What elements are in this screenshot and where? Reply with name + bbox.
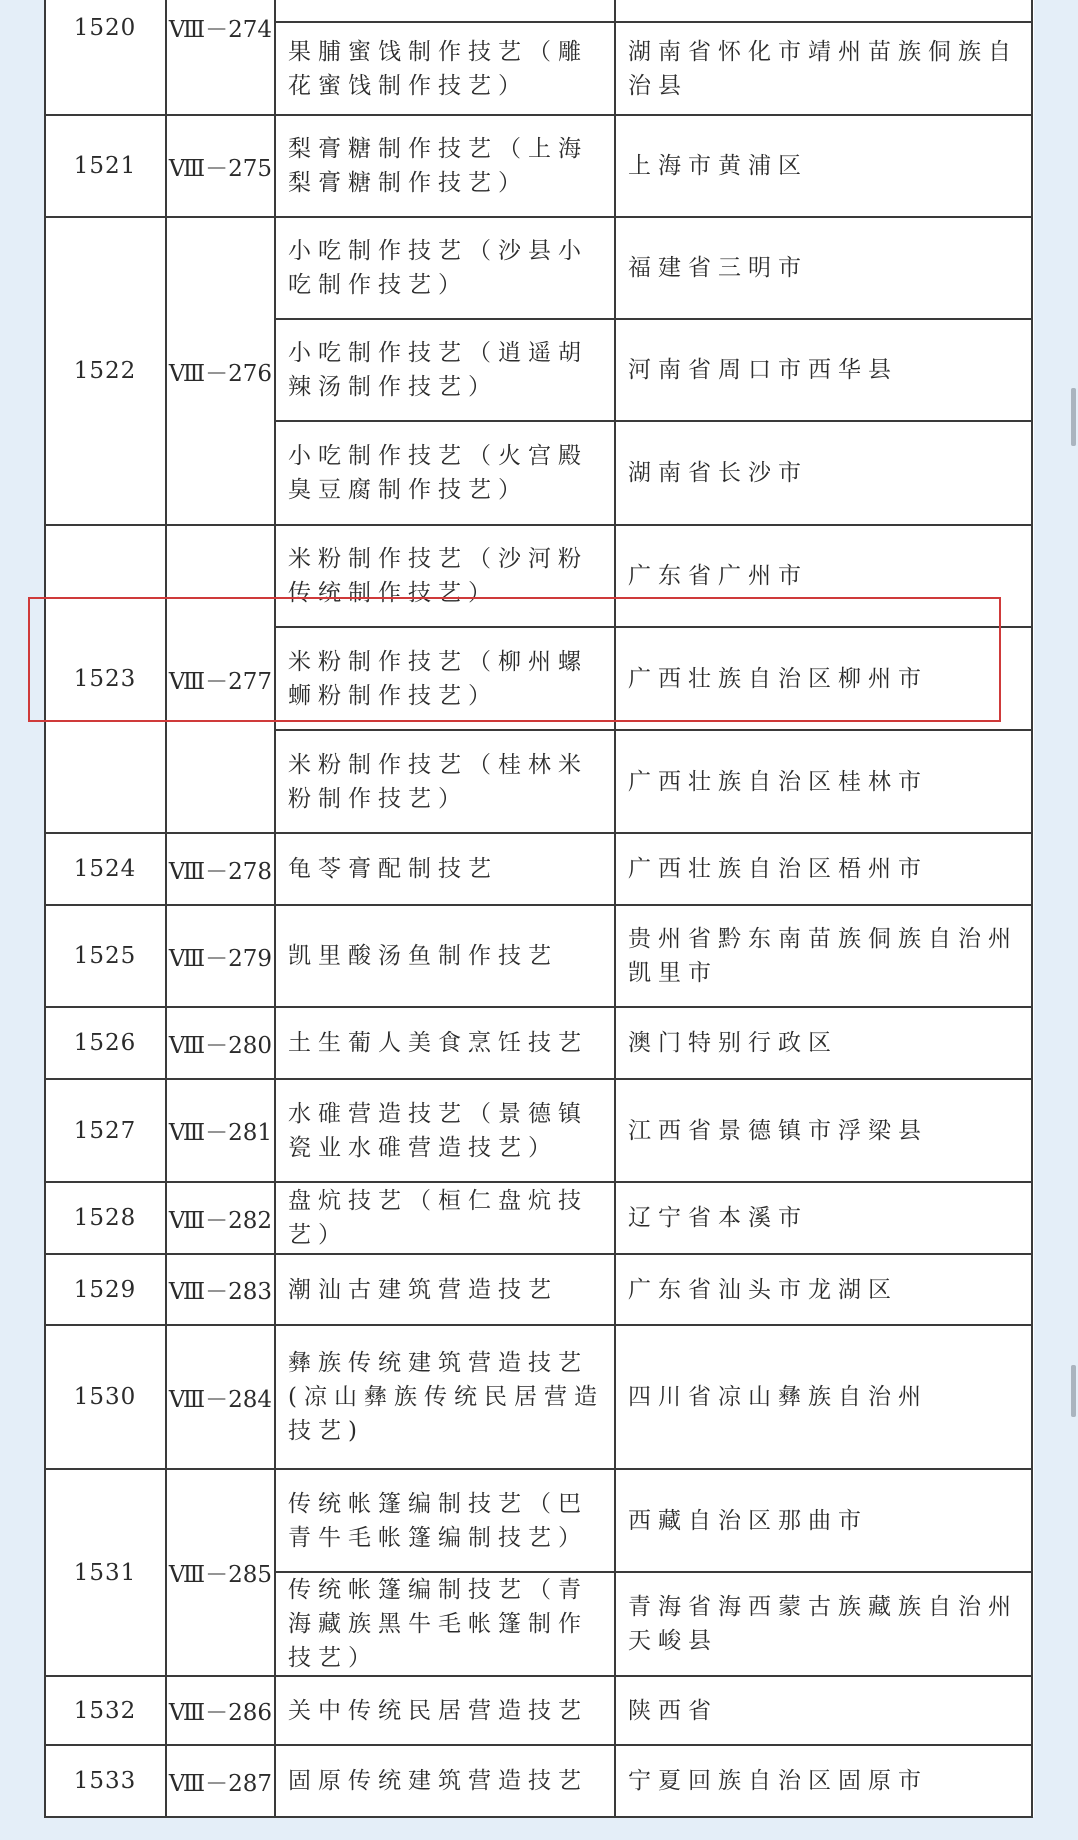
project-name-cell: 果脯蜜饯制作技艺（雕花蜜饯制作技艺） xyxy=(288,38,588,99)
project-name-cell: 固原传统建筑营造技艺 xyxy=(288,1768,588,1794)
region-cell: 河南省周口市西华县 xyxy=(628,357,898,383)
row-code: Ⅷ－284 xyxy=(168,1386,273,1413)
scrollbar-mark-bottom[interactable] xyxy=(1071,1365,1076,1417)
row-number: 1531 xyxy=(73,1559,137,1586)
region-cell: 广西壮族自治区柳州市 xyxy=(628,665,928,692)
project-name-cell: 米粉制作技艺（桂林米粉制作技艺） xyxy=(288,751,588,812)
project-name-cell: 彝族传统建筑营造技艺(凉山彝族传统民居营造技艺) xyxy=(288,1350,604,1444)
project-name-cell: 米粉制作技艺（柳州螺蛳粉制作技艺） xyxy=(288,648,588,709)
heritage-list-table xyxy=(44,0,1034,1817)
region-cell: 贵州省黔东南苗族侗族自治州凯里市 xyxy=(628,926,1018,986)
region-cell: 宁夏回族自治区固原市 xyxy=(628,1768,928,1794)
row-number: 1522 xyxy=(73,358,137,384)
row-number: 1528 xyxy=(73,1205,137,1231)
row-number: 1523 xyxy=(73,666,137,692)
row-code: Ⅷ－276 xyxy=(168,360,273,387)
region-cell: 四川省凉山彝族自治州 xyxy=(628,1384,928,1410)
region-cell: 广西壮族自治区桂林市 xyxy=(628,768,928,795)
row-code: Ⅷ－286 xyxy=(168,1700,273,1726)
row-number: 1525 xyxy=(73,943,137,969)
project-name-cell: 小吃制作技艺（火宫殿臭豆腐制作技艺） xyxy=(288,443,588,503)
project-name-cell: 关中传统民居营造技艺 xyxy=(288,1697,588,1724)
region-cell: 广西壮族自治区梧州市 xyxy=(628,856,928,882)
row-code: Ⅷ－274 xyxy=(168,17,273,43)
row-code: Ⅷ－282 xyxy=(168,1207,273,1234)
row-code: Ⅷ－275 xyxy=(168,155,273,182)
region-cell: 江西省景德镇市浮梁县 xyxy=(628,1117,928,1144)
region-cell: 广东省广州市 xyxy=(628,563,808,589)
project-name-cell: 盘炕技艺（桓仁盘炕技艺） xyxy=(288,1188,588,1248)
row-code: Ⅷ－278 xyxy=(168,858,273,885)
row-number: 1526 xyxy=(73,1030,137,1056)
project-name-cell: 潮汕古建筑营造技艺 xyxy=(288,1276,558,1303)
region-cell xyxy=(615,0,1032,22)
project-name-cell: 凯里酸汤鱼制作技艺 xyxy=(288,943,558,969)
region-cell: 福建省三明市 xyxy=(628,255,808,281)
row-code: Ⅷ－281 xyxy=(168,1120,273,1146)
highlight-box xyxy=(28,597,1001,722)
region-cell: 上海市黄浦区 xyxy=(628,153,808,179)
row-number: 1520 xyxy=(73,14,137,41)
project-name-cell: 水碓营造技艺（景德镇瓷业水碓营造技艺） xyxy=(288,1100,588,1161)
region-cell: 湖南省怀化市靖州苗族侗族自治县 xyxy=(628,38,1018,99)
row-code: Ⅷ－280 xyxy=(168,1032,273,1059)
row-number: 1527 xyxy=(73,1117,137,1144)
row-number: 1529 xyxy=(73,1276,137,1303)
project-name-cell: 米粉制作技艺（沙河粉传统制作技艺） xyxy=(288,546,588,606)
region-cell: 青海省海西蒙古族藏族自治州天峻县 xyxy=(628,1594,1018,1654)
row-number: 1521 xyxy=(73,153,137,179)
region-cell: 澳门特别行政区 xyxy=(628,1030,838,1056)
project-name-cell: 土生葡人美食烹饪技艺 xyxy=(288,1030,588,1056)
row-number: 1533 xyxy=(73,1768,137,1794)
row-code: Ⅷ－285 xyxy=(168,1562,273,1588)
region-cell: 辽宁省本溪市 xyxy=(628,1205,808,1231)
row-code: Ⅷ－277 xyxy=(168,668,273,695)
project-name-cell: 小吃制作技艺（沙县小吃制作技艺） xyxy=(288,238,588,298)
row-number: 1530 xyxy=(73,1384,137,1410)
project-name-cell: 梨膏糖制作技艺（上海梨膏糖制作技艺） xyxy=(288,136,588,196)
project-name-cell: 龟苓膏配制技艺 xyxy=(288,856,498,882)
region-cell: 西藏自治区那曲市 xyxy=(628,1507,868,1534)
row-number: 1532 xyxy=(73,1697,137,1724)
row-code: Ⅷ－287 xyxy=(168,1770,273,1797)
region-cell: 湖南省长沙市 xyxy=(628,460,808,486)
project-name-cell: 传统帐篷编制技艺（巴青牛毛帐篷编制技艺） xyxy=(288,1490,588,1551)
project-name-cell: 传统帐篷编制技艺（青海藏族黑牛毛帐篷制作技艺） xyxy=(288,1577,588,1671)
scrollbar-mark-top[interactable] xyxy=(1071,388,1076,446)
row-code: Ⅷ－279 xyxy=(168,945,273,972)
project-name-cell xyxy=(275,0,615,22)
region-cell: 陕西省 xyxy=(628,1697,718,1724)
region-cell: 广东省汕头市龙湖区 xyxy=(628,1276,898,1303)
project-name-cell: 小吃制作技艺（逍遥胡辣汤制作技艺） xyxy=(288,340,588,400)
row-code: Ⅷ－283 xyxy=(168,1279,273,1305)
row-number: 1524 xyxy=(73,856,137,882)
